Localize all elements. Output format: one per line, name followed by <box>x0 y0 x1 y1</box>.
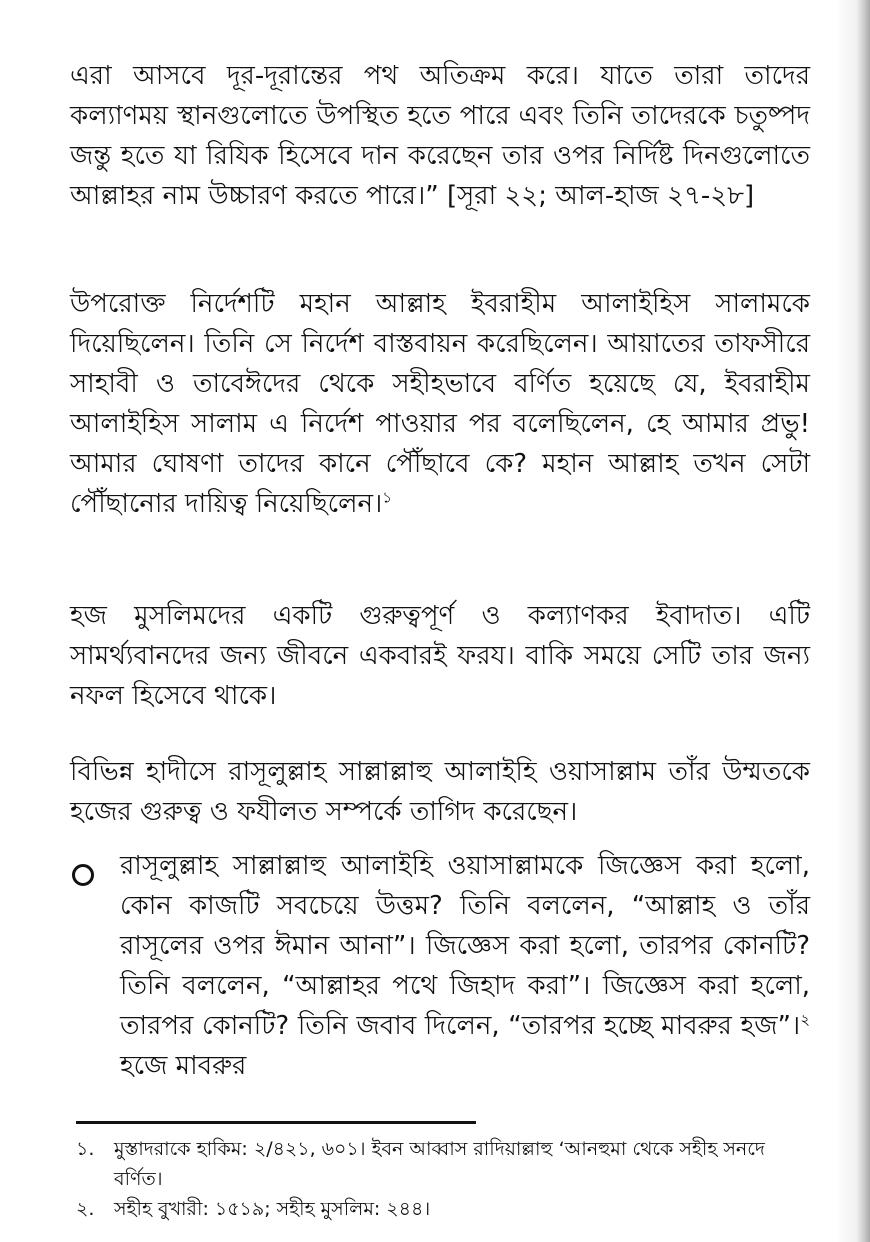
paragraph-quran-verse <box>70 56 810 216</box>
footnote-item <box>76 1194 810 1224</box>
bullet-text-main: রাসূলুল্লাহ সাল্লাল্লাহু আলাইহি ওয়াসাল্লামকে জিজ্ঞেস করা হলো, কোন কাজটি সবচেয়ে উত্তম? তিনি বললেন, “আল্লাহ ও তাঁর রাসূলের ওপর ঈমান আনা”। জিজ্ঞেস করা হলো, তারপর কোনটি? তিনি বললেন, “আল্লাহর পথে জিহাদ করা”। জিজ্ঞেস করা হলো, তারপর কোনটি? তিনি জবাব দিলেন, “তারপর হচ্ছে মাবরুর হজ”। <box>120 851 810 1041</box>
paragraph-text: বিভিন্ন হাদীসে রাসূলুল্লাহ সাল্লাল্লাহু আলাইহি ওয়াসাল্লাম তাঁর উম্মতকে হজের গুরুত্ব ও ফযীলত সম্পর্কে তাগিদ করেছেন। <box>70 757 810 827</box>
bullet-text <box>120 846 810 1086</box>
paragraph-hadith-intro <box>70 752 810 832</box>
footnote-text: মুস্তাদরাকে হাকিম: ২/৪২১, ৬০১। ইবন আব্বাস রাদিয়াল্লাহু ‘আনহুমা থেকে সহীহ সনদে বর্ণিত। <box>114 1138 765 1190</box>
circle-bullet-icon <box>72 864 94 886</box>
footnote-divider <box>76 1121 476 1124</box>
hadith-bullet-item <box>70 846 810 1096</box>
footnote-reference: ১ <box>382 488 393 507</box>
page-edge-shadow <box>856 0 870 1242</box>
bullet-text-continuation: হজে মাবরুর <box>120 1051 247 1081</box>
footnote-text: সহীহ বুখারী: ১৫১৯; সহীহ মুসলিম: ২৪৪। <box>114 1198 431 1220</box>
footnote-number: ১. <box>76 1138 95 1160</box>
paragraph-text: হজ মুসলিমদের একটি গুরুত্বপূর্ণ ও কল্যাণকর ইবাদাত। এটি সামর্থ্যবানদের জন্য জীবনে একবারই ফরয। বাকি সময়ে সেটি তার জন্য নফল হিসেবে থাকে। <box>70 601 810 711</box>
paragraph-ibrahim <box>70 284 810 524</box>
paragraph-text: উপরোক্ত নির্দেশটি মহান আল্লাহ ইবরাহীম আলাইহিস সালামকে দিয়েছিলেন। তিনি সে নির্দেশ বাস্তবায়ন করেছিলেন। আয়াতের তাফসীরে সাহাবী ও তাবেঈদের থেকে সহীহভাবে বর্ণিত হয়েছে যে, ইবরাহীম আলাইহিস সালাম এ নির্দেশ পাওয়ার পর বলেছিলেন, হে আমার প্রভু! আমার ঘোষণা তাদের কানে পৌঁছাবে কে? মহান আল্লাহ তখন সেটা পৌঁছানোর দায়িত্ব নিয়েছিলেন। <box>70 289 810 519</box>
footnote-reference: ২ <box>800 1010 810 1029</box>
paragraph-text: এরা আসবে দূর-দূরান্তের পথ অতিক্রম করে। যাতে তারা তাদের কল্যাণময় স্থানগুলোতে উপস্থিত হতে পারে এবং তিনি তাদেরকে চতুষ্পদ জন্তু হতে যা রিযিক হিসেবে দান করেছেন তার ওপর নির্দিষ্ট দিনগুলোতে আল্লাহর নাম উচ্চারণ করতে পারে।” [সূরা ২২; আল-হাজ ২৭-২৮] <box>70 61 810 211</box>
footnote-number: ২. <box>76 1198 95 1220</box>
footnote-item <box>76 1134 810 1194</box>
footnotes-section <box>76 1134 810 1224</box>
paragraph-hajj-obligation <box>70 596 810 716</box>
